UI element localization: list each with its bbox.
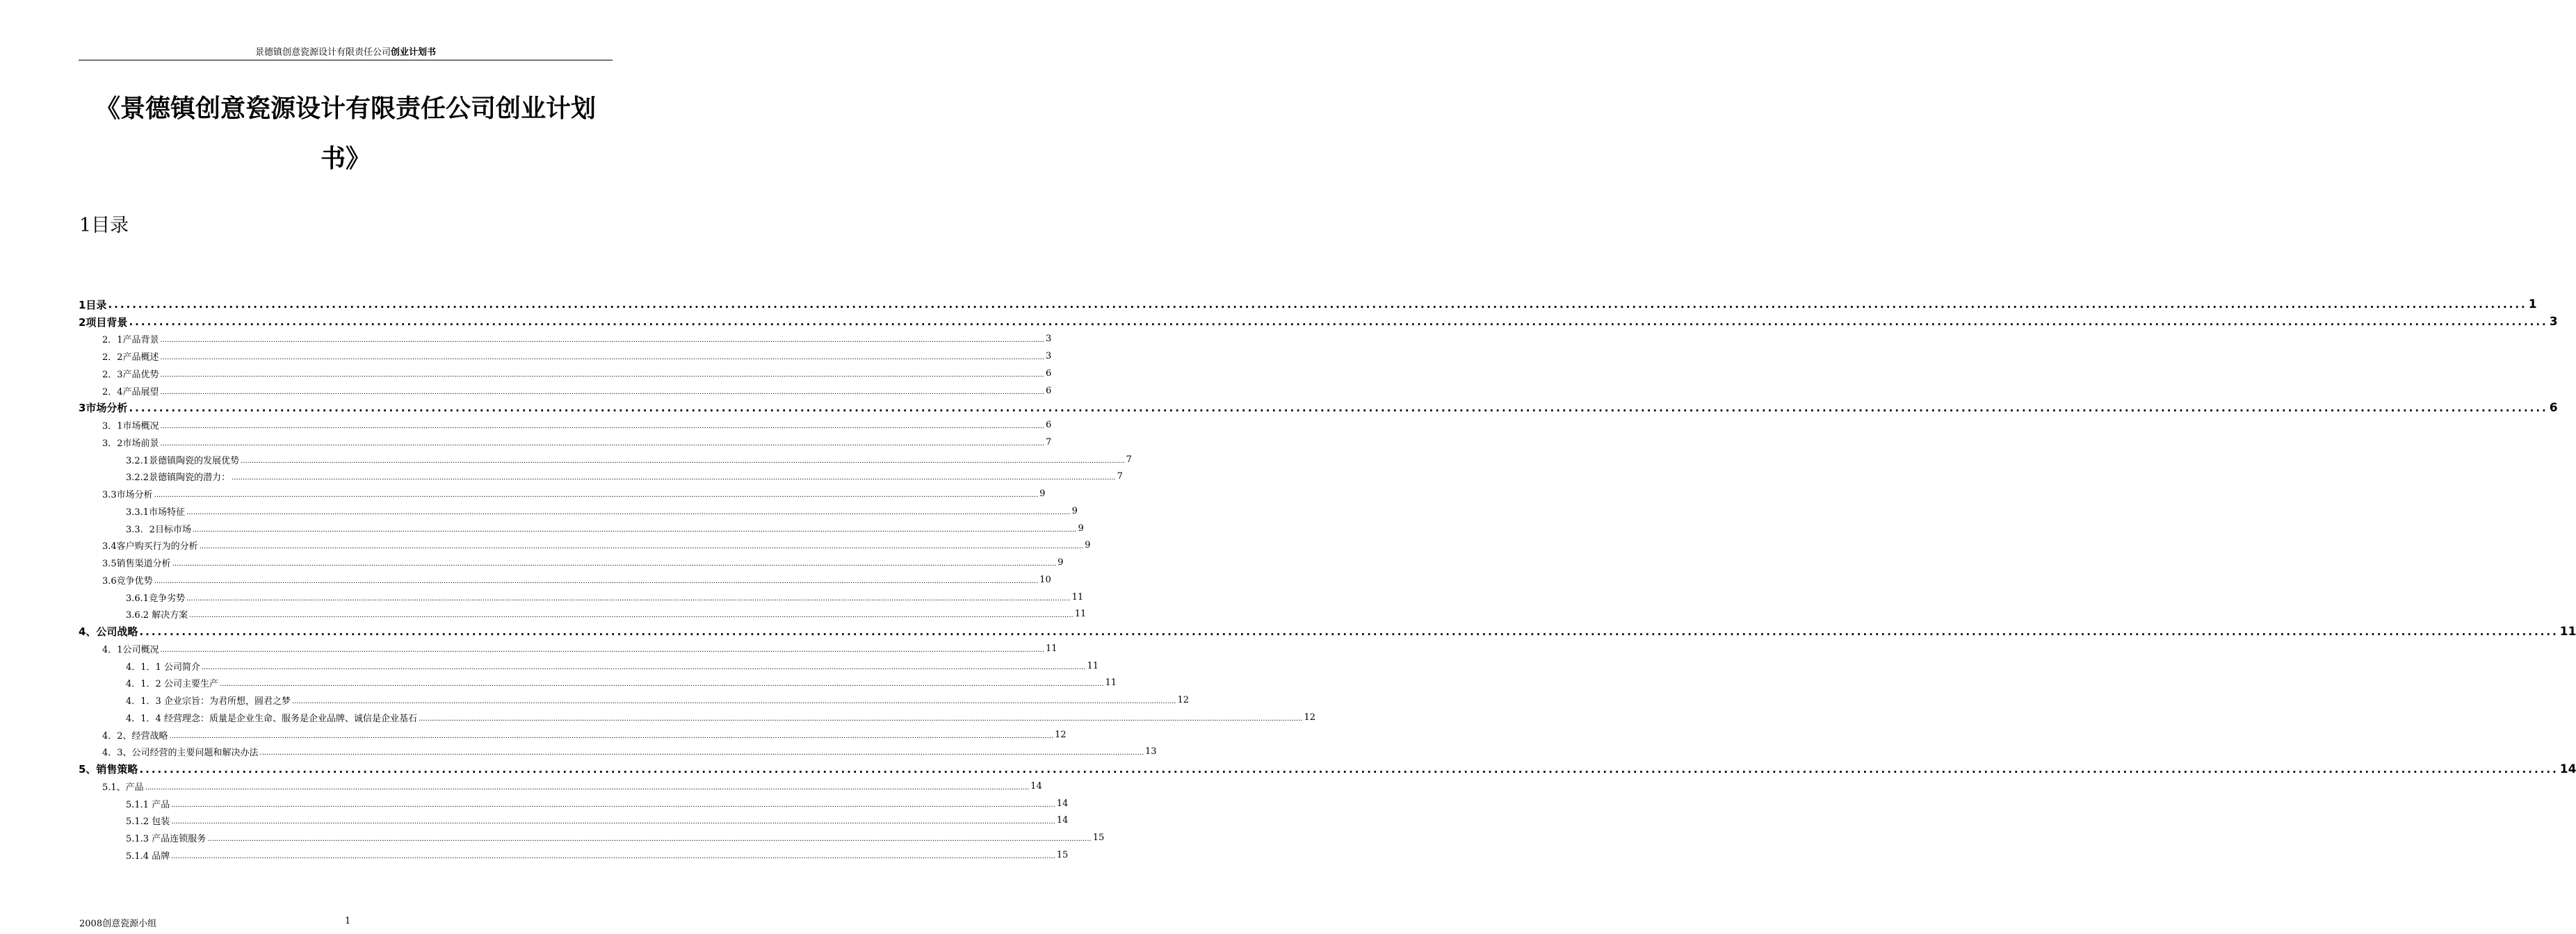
toc-entry[interactable] [79,502,1078,520]
toc-entry-page: 9 [1071,505,1078,516]
toc-entry-page: 14 [1030,780,1042,792]
toc-entry[interactable] [79,537,1091,555]
toc-dot-leader: ................................................................................................................................................................................................................................................................................................................................................................................................................ [192,525,1077,534]
toc-entry-page: 14 [1056,815,1069,826]
toc-entry-page: 12 [1304,712,1315,723]
toc-entry[interactable] [79,623,2576,640]
toc-entry-page: 9 [1058,557,1064,568]
toc-entry-label: 4．1公司概况 [102,644,159,655]
toc-entry-label: 4、公司战略 [79,625,138,639]
toc-entry-label: 5.1.3 产品连锁服务 [126,834,206,845]
toc-entry-page: 14 [2559,762,2576,776]
toc-dot-leader: ................................................................................................................................................................................................................................................................................................................................................................................................................ [171,801,1055,809]
toc-dot-leader: ................................................................................................................................................................................................................................................................................................................................................................................................................ [259,749,1144,757]
toc-entry-label: 3市场分析 [79,402,128,415]
toc-dot-leader: ................................................................................................................................................................................................................................................................................................................................................................................................................ [154,491,1039,500]
toc-entry-label: 1目录 [79,298,107,311]
toc-heading: 1目录 [79,215,129,236]
toc-entry[interactable] [79,434,1052,451]
toc-entry-label: 3.2.2景德镇陶瓷的潜力： [126,473,231,484]
toc-entry[interactable] [79,675,1117,692]
toc-entry[interactable] [79,400,2558,417]
toc-entry-page: 11 [2559,624,2576,639]
toc-entry[interactable] [79,726,1067,744]
toc-entry-label: 3.4客户购买行为的分析 [102,541,198,552]
toc-entry[interactable] [79,829,1105,846]
toc-dot-leader: ................................................................................................................................................................................................................................................................................................................................................................................................................ [160,423,1045,431]
toc-entry[interactable] [79,744,1157,761]
toc-entry[interactable] [79,795,1069,812]
toc-entry-page: 3 [1046,351,1052,362]
toc-entry-page: 12 [1177,695,1189,706]
toc-dot-leader: ................................................................................................................................................................................................................................................................................................................................................................................................................ [199,543,1084,551]
toc-entry[interactable] [79,520,1084,537]
toc-entry[interactable] [79,468,1123,486]
toc-entry-label: 3.3市场分析 [102,490,153,501]
toc-entry[interactable] [79,691,1189,709]
toc-entry-page: 11 [1046,643,1058,654]
toc-entry-label: 5、销售策略 [79,763,138,776]
toc-entry-label: 3.6.2 解决方案 [126,610,188,621]
toc-entry[interactable] [79,313,2558,331]
toc-entry[interactable] [79,812,1069,830]
header-text-bold: 创业计划书 [391,47,437,58]
toc-entry-label: 3.2.1景德镇陶瓷的发展优势 [126,455,240,466]
toc-entry-page: 15 [1092,833,1105,844]
toc-entry[interactable] [79,296,2537,313]
toc-entry-page: 12 [1055,729,1067,740]
toc-entry-label: 3.6.1竞争劣势 [126,593,186,604]
toc-entry-page: 14 [1056,798,1069,809]
toc-entry[interactable] [79,846,1069,864]
toc-entry[interactable] [79,640,1058,657]
toc-entry-label: 4．1．4 经营理念：质量是企业生命、服务是企业品牌、诚信是企业基石 [126,713,417,724]
toc-entry-label: 2．3产品优势 [102,369,159,380]
toc-entry[interactable] [79,589,1084,606]
toc-entry-label: 5.1.2 包装 [126,817,170,828]
toc-entry-page: 11 [1074,609,1087,620]
toc-entry-page: 7 [1046,436,1052,448]
toc-entry-page: 7 [1126,454,1132,465]
header-text: 景德镇创意瓷源设计有限责任公司 [254,47,391,58]
toc-entry-label: 2．1产品背景 [102,335,159,346]
toc-dot-leader: ................................................................................................................................................................................................................................................................................................................................................................................................................ [139,625,2559,638]
toc-entry-page: 3 [1046,334,1052,345]
toc-entry-page: 9 [1039,489,1046,500]
toc-entry[interactable] [79,778,1042,795]
toc-dot-leader: ................................................................................................................................................................................................................................................................................................................................................................................................................ [154,577,1039,585]
toc-entry-page: 11 [1071,591,1084,603]
toc-entry-label: 5.1、产品 [102,782,144,793]
document-title-line-2: 书》 [320,145,371,173]
toc-dot-leader: ................................................................................................................................................................................................................................................................................................................................................................................................................ [169,732,1054,740]
page-header [79,46,613,60]
toc-entry[interactable] [79,451,1132,468]
toc-entry-page: 13 [1145,746,1157,757]
toc-entry-label: 4．3、公司经营的主要问题和解决办法 [102,748,259,759]
toc-entry[interactable] [79,347,1052,365]
table-of-contents [79,296,2576,864]
toc-dot-leader: ................................................................................................................................................................................................................................................................................................................................................................................................................ [291,698,1176,706]
toc-dot-leader: ................................................................................................................................................................................................................................................................................................................................................................................................................ [219,680,1104,689]
toc-entry-page: 11 [1105,678,1117,689]
toc-entry[interactable] [79,365,1052,382]
toc-dot-leader: ................................................................................................................................................................................................................................................................................................................................................................................................................ [172,560,1057,568]
toc-dot-leader: ................................................................................................................................................................................................................................................................................................................................................................................................................ [160,439,1045,448]
footer-page-number: 1 [345,916,351,926]
toc-entry-page: 3 [2549,315,2558,329]
toc-entry-label: 3.3．2目标市场 [126,524,191,535]
toc-dot-leader: ................................................................................................................................................................................................................................................................................................................................................................................................................ [207,835,1092,844]
toc-entry[interactable] [79,554,1064,571]
toc-entry-page: 6 [1046,420,1052,431]
toc-entry-page: 9 [1085,540,1091,551]
toc-entry-label: 2．2产品概述 [102,352,159,363]
toc-entry-page: 9 [1078,523,1084,534]
toc-dot-leader: ................................................................................................................................................................................................................................................................................................................................................................................................................ [145,783,1030,792]
toc-entry[interactable] [79,416,1052,434]
toc-entry-label: 4．2、经营战略 [102,730,168,742]
toc-dot-leader: ................................................................................................................................................................................................................................................................................................................................................................................................................ [201,663,1086,671]
toc-entry-page: 1 [2528,297,2537,312]
toc-entry-label: 3.3.1市场特征 [126,507,186,518]
toc-entry[interactable] [79,571,1051,589]
toc-entry-page: 10 [1039,574,1051,585]
toc-dot-leader: ................................................................................................................................................................................................................................................................................................................................................................................................................ [171,852,1055,860]
toc-dot-leader: ................................................................................................................................................................................................................................................................................................................................................................................................................ [139,762,2559,776]
toc-dot-leader: ................................................................................................................................................................................................................................................................................................................................................................................................................ [160,388,1045,396]
toc-entry-label: 4．1．3 企业宗旨：为君所想，圆君之梦 [126,696,291,707]
toc-dot-leader: ................................................................................................................................................................................................................................................................................................................................................................................................................ [241,457,1125,465]
toc-entry-label: 3.6竞争优势 [102,575,153,587]
toc-dot-leader: ................................................................................................................................................................................................................................................................................................................................................................................................................ [160,370,1045,379]
toc-entry[interactable] [79,709,1315,726]
footer-group: 2008创意瓷源小组 [79,919,157,929]
toc-entry-label: 5.1.4 品牌 [126,851,170,862]
document-title-line-1: 《景德镇创意瓷源设计有限责任公司创业计划 [95,95,596,123]
toc-dot-leader: ................................................................................................................................................................................................................................................................................................................................................................................................................ [171,818,1055,826]
toc-entry-page: 6 [1046,385,1052,396]
toc-entry-label: 3．1市场概况 [102,421,159,432]
toc-dot-leader: ................................................................................................................................................................................................................................................................................................................................................................................................................ [160,646,1045,654]
toc-entry-page: 15 [1056,849,1069,860]
toc-entry[interactable] [79,657,1099,675]
toc-dot-leader: ................................................................................................................................................................................................................................................................................................................................................................................................................ [160,354,1045,362]
toc-dot-leader: ................................................................................................................................................................................................................................................................................................................................................................................................................ [129,316,2548,329]
toc-entry-label: 3.5销售渠道分析 [102,559,171,570]
toc-entry[interactable] [79,382,1052,400]
toc-entry-label: 4．1．1 公司简介 [126,662,200,673]
toc-entry-label: 2．4产品展望 [102,386,159,398]
toc-entry-label: 2项目背景 [79,316,128,329]
toc-entry-page: 6 [2549,400,2558,415]
toc-dot-leader: ................................................................................................................................................................................................................................................................................................................................................................................................................ [108,298,2527,311]
toc-entry-label: 3．2市场前景 [102,438,159,449]
toc-entry[interactable] [79,485,1046,502]
toc-entry-label: 4．1．2 公司主要生产 [126,679,218,690]
toc-dot-leader: ................................................................................................................................................................................................................................................................................................................................................................................................................ [160,336,1045,345]
toc-entry[interactable] [79,331,1052,348]
toc-dot-leader: ................................................................................................................................................................................................................................................................................................................................................................................................................ [129,401,2548,414]
toc-entry-label: 5.1.1 产品 [126,799,170,810]
toc-dot-leader: ................................................................................................................................................................................................................................................................................................................................................................................................................ [186,508,1071,516]
toc-entry-page: 7 [1117,471,1123,482]
toc-dot-leader: ................................................................................................................................................................................................................................................................................................................................................................................................................ [232,474,1116,482]
toc-dot-leader: ................................................................................................................................................................................................................................................................................................................................................................................................................ [418,714,1303,723]
page-footer [79,916,613,929]
toc-dot-leader: ................................................................................................................................................................................................................................................................................................................................................................................................................ [189,612,1074,620]
toc-entry-page: 11 [1087,660,1099,671]
toc-entry[interactable] [79,760,2576,778]
toc-entry-page: 6 [1046,368,1052,379]
toc-dot-leader: ................................................................................................................................................................................................................................................................................................................................................................................................................ [186,594,1071,603]
toc-entry[interactable] [79,606,1087,623]
